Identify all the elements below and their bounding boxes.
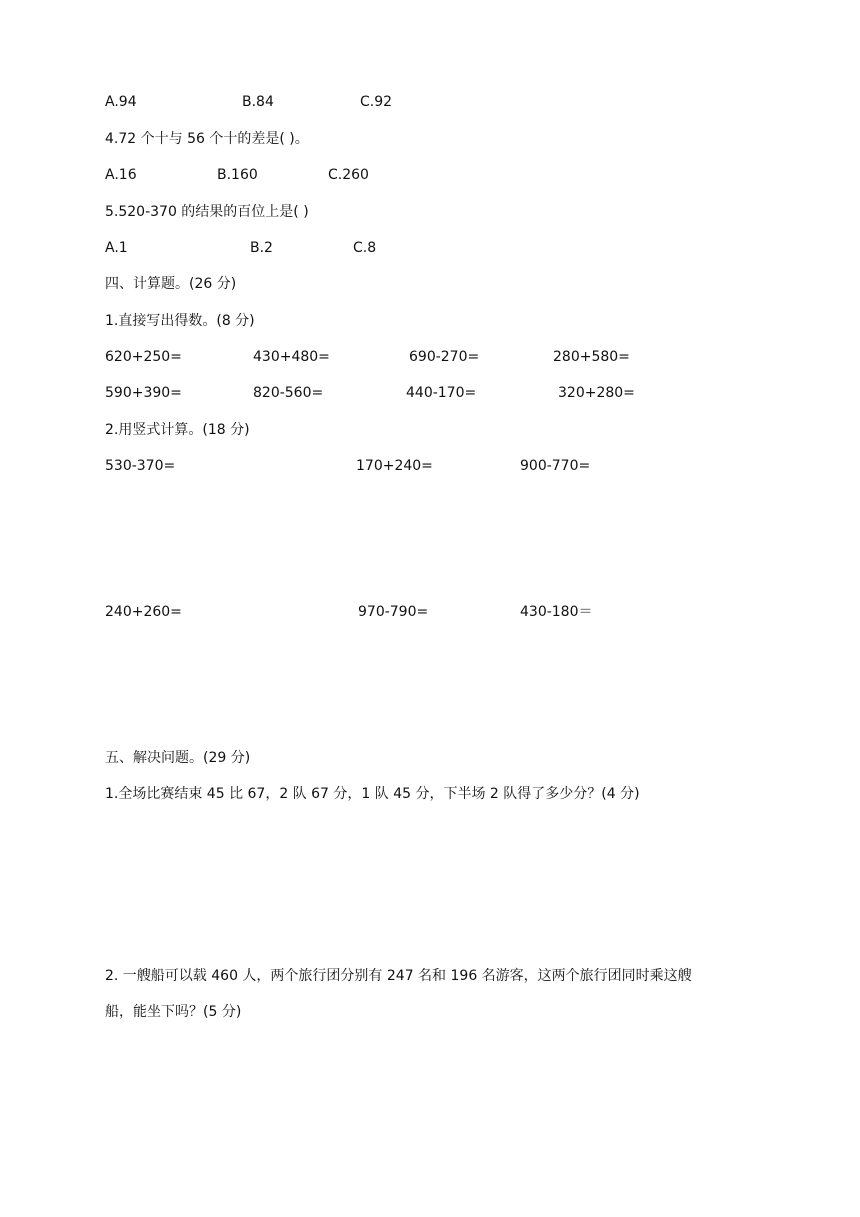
calc-item: 620+250= xyxy=(105,349,182,365)
problem-2-line2: 船，能坐下吗？(5 分) xyxy=(105,1004,242,1020)
calc-item: 320+280= xyxy=(558,385,635,401)
vertical-calc-item: 430-180＝ xyxy=(520,604,593,620)
section5-title: 五、解决问题。(29 分) xyxy=(105,750,251,766)
q5-choice-c: C.8 xyxy=(353,240,377,256)
vertical-calc-item: 900-770= xyxy=(520,458,591,474)
q5-choice-b: B.2 xyxy=(250,240,273,256)
vertical-calc-item: 970-790= xyxy=(358,604,429,620)
section4-part1-title: 1.直接写出得数。(8 分) xyxy=(105,313,255,329)
calc-item: 690-270= xyxy=(409,349,480,365)
section4-part2-title: 2.用竖式计算。(18 分) xyxy=(105,422,250,438)
q3-choice-b: B.84 xyxy=(242,94,274,110)
vertical-calc-item: 240+260= xyxy=(105,604,182,620)
q4-choice-c: C.260 xyxy=(328,167,369,183)
calc-item: 590+390= xyxy=(105,385,182,401)
q4-choice-b: B.160 xyxy=(217,167,258,183)
calc-item: 430+480= xyxy=(253,349,330,365)
calc-item: 440-170= xyxy=(406,385,477,401)
section4-title: 四、计算题。(26 分) xyxy=(105,276,237,292)
q5-choice-a: A.1 xyxy=(105,240,128,256)
q4-question: 4.72 个十与 56 个十的差是( )。 xyxy=(105,131,309,147)
calc-item: 280+580= xyxy=(553,349,630,365)
problem-2-line1: 2. 一艘船可以载 460 人，两个旅行团分别有 247 名和 196 名游客，这两个旅行团同时乘这艘 xyxy=(105,968,692,984)
vertical-calc-item: 170+240= xyxy=(356,458,433,474)
vertical-calc-item: 530-370= xyxy=(105,458,176,474)
problem-1: 1.全场比赛结束 45 比 67，2 队 67 分，1 队 45 分，下半场 2 队得了多少分？(4 分) xyxy=(105,786,640,802)
calc-item: 820-560= xyxy=(253,385,324,401)
q3-choice-a: A.94 xyxy=(105,94,137,110)
q4-choice-a: A.16 xyxy=(105,167,137,183)
q3-choice-c: C.92 xyxy=(360,94,393,110)
q5-question: 5.520-370 的结果的百位上是( ) xyxy=(105,204,309,220)
